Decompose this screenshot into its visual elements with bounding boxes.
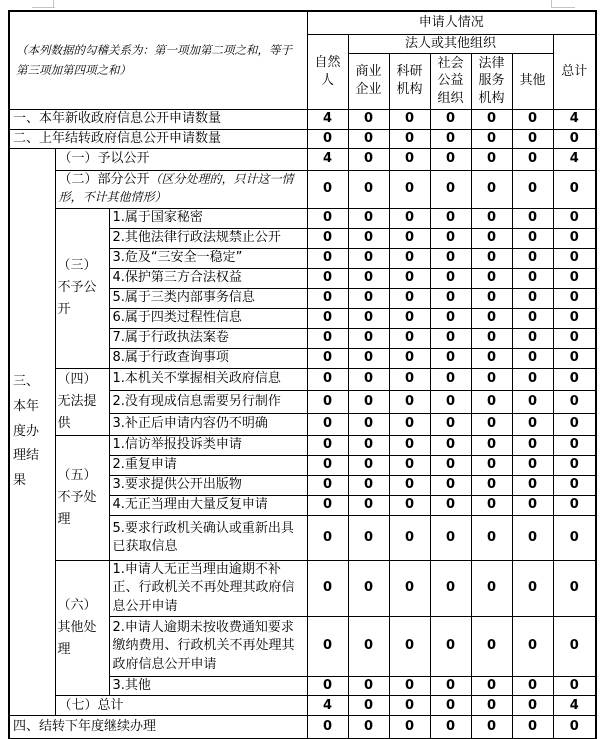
value-cell: 0	[348, 228, 389, 248]
value-cell: 0	[512, 515, 553, 560]
value-cell: 0	[348, 170, 389, 208]
value-cell: 0	[512, 288, 553, 308]
row-label: 一、本年新收政府信息公开申请数量	[9, 109, 307, 129]
value-cell: 0	[389, 148, 430, 170]
value-cell: 0	[307, 368, 348, 390]
value-cell: 0	[389, 560, 430, 616]
value-cell: 0	[348, 148, 389, 170]
value-cell: 0	[348, 129, 389, 148]
value-cell: 0	[307, 616, 348, 676]
value-cell: 0	[471, 288, 512, 308]
value-cell: 0	[430, 455, 471, 475]
value-cell: 0	[348, 288, 389, 308]
value-cell: 0	[430, 475, 471, 495]
header-applicant: 申请人情况	[307, 11, 596, 34]
value-cell: 0	[512, 148, 553, 170]
item-label: 7.属于行政执法案卷	[109, 328, 307, 348]
value-cell: 0	[307, 676, 348, 695]
value-cell: 0	[307, 208, 348, 228]
value-cell: 0	[512, 328, 553, 348]
value-cell: 0	[471, 109, 512, 129]
value-cell: 0	[430, 435, 471, 455]
value-cell: 4	[307, 148, 348, 170]
item-label: 1.信访举报投诉类申请	[109, 435, 307, 455]
value-cell: 0	[471, 391, 512, 413]
item-label: 1.属于国家秘密	[109, 208, 307, 228]
group-label: （六）其他处理	[55, 560, 109, 695]
group-label: （一）予以公开	[55, 148, 307, 170]
value-cell: 0	[553, 248, 596, 268]
value-cell: 0	[553, 268, 596, 288]
value-cell: 0	[389, 328, 430, 348]
value-cell: 0	[512, 616, 553, 676]
value-cell: 0	[307, 435, 348, 455]
item-label: 1.申请人无正当理由逾期不补正、行政机关不再处理其政府信息公开申请	[109, 560, 307, 616]
section-label: 三、本年度办理结果	[9, 148, 55, 715]
value-cell: 0	[471, 616, 512, 676]
value-cell: 0	[307, 129, 348, 148]
group-label: （七）总计	[55, 696, 307, 716]
value-cell: 0	[348, 716, 389, 739]
value-cell: 0	[430, 515, 471, 560]
value-cell: 0	[307, 475, 348, 495]
value-cell: 0	[430, 676, 471, 695]
value-cell: 0	[430, 109, 471, 129]
value-cell: 4	[307, 109, 348, 129]
item-label: 5.要求行政机关确认或重新出具已获取信息	[109, 515, 307, 560]
value-cell: 0	[348, 475, 389, 495]
value-cell: 0	[512, 109, 553, 129]
value-cell: 0	[348, 495, 389, 515]
value-cell: 0	[553, 308, 596, 328]
value-cell: 0	[307, 455, 348, 475]
value-cell: 0	[307, 560, 348, 616]
value-cell: 0	[307, 170, 348, 208]
value-cell: 0	[512, 308, 553, 328]
value-cell: 0	[553, 368, 596, 390]
value-cell: 0	[512, 413, 553, 435]
value-cell: 0	[430, 413, 471, 435]
value-cell: 0	[307, 495, 348, 515]
value-cell: 0	[512, 475, 553, 495]
value-cell: 0	[430, 560, 471, 616]
value-cell: 0	[430, 368, 471, 390]
header-org-type: 商业企业	[348, 53, 389, 109]
value-cell: 0	[512, 455, 553, 475]
value-cell: 0	[307, 288, 348, 308]
group-label	[55, 170, 307, 208]
value-cell: 0	[430, 248, 471, 268]
group-label: （四）无法提供	[55, 368, 109, 435]
item-label: 6.属于四类过程性信息	[109, 308, 307, 328]
value-cell: 0	[512, 208, 553, 228]
group-label: （五）不予处理	[55, 435, 109, 560]
value-cell: 0	[389, 170, 430, 208]
value-cell: 0	[430, 308, 471, 328]
value-cell: 0	[307, 268, 348, 288]
value-cell: 0	[471, 560, 512, 616]
row-label: 二、上年结转政府信息公开申请数量	[9, 129, 307, 148]
value-cell: 0	[389, 515, 430, 560]
value-cell: 0	[348, 560, 389, 616]
value-cell: 0	[471, 348, 512, 368]
value-cell: 0	[471, 170, 512, 208]
value-cell: 0	[348, 391, 389, 413]
value-cell: 0	[430, 348, 471, 368]
value-cell: 0	[430, 228, 471, 248]
value-cell: 0	[512, 391, 553, 413]
value-cell: 0	[348, 696, 389, 716]
value-cell: 0	[430, 129, 471, 148]
value-cell: 0	[348, 616, 389, 676]
gridline-artifact	[32, 7, 55, 8]
value-cell: 0	[430, 716, 471, 739]
value-cell: 0	[430, 170, 471, 208]
value-cell: 0	[307, 308, 348, 328]
value-cell: 0	[389, 455, 430, 475]
item-label: 2.没有现成信息需要另行制作	[109, 391, 307, 413]
value-cell: 0	[389, 109, 430, 129]
value-cell: 0	[471, 435, 512, 455]
group-label: （三）不予公开	[55, 208, 109, 368]
value-cell: 0	[553, 129, 596, 148]
item-label: 1.本机关不掌握相关政府信息	[109, 368, 307, 390]
value-cell: 0	[430, 616, 471, 676]
value-cell: 0	[348, 368, 389, 390]
value-cell: 0	[471, 676, 512, 695]
value-cell: 0	[389, 129, 430, 148]
value-cell: 0	[389, 391, 430, 413]
value-cell: 0	[512, 716, 553, 739]
value-cell: 0	[512, 170, 553, 208]
value-cell: 0	[348, 328, 389, 348]
value-cell: 0	[553, 616, 596, 676]
value-cell: 0	[471, 248, 512, 268]
value-cell: 0	[553, 676, 596, 695]
value-cell: 0	[471, 515, 512, 560]
value-cell: 0	[348, 348, 389, 368]
value-cell: 0	[512, 676, 553, 695]
value-cell: 0	[471, 368, 512, 390]
value-cell: 0	[389, 368, 430, 390]
value-cell: 0	[471, 308, 512, 328]
value-cell: 0	[553, 328, 596, 348]
item-label: 3.要求提供公开出版物	[109, 475, 307, 495]
value-cell: 0	[512, 268, 553, 288]
value-cell: 0	[553, 515, 596, 560]
item-label: 3.补正后申请内容仍不明确	[109, 413, 307, 435]
row-label: 四、结转下年度继续办理	[9, 716, 307, 739]
group-label-text: （二）部分公开	[58, 172, 150, 187]
value-cell: 0	[430, 268, 471, 288]
value-cell: 0	[471, 268, 512, 288]
value-cell: 0	[348, 435, 389, 455]
value-cell: 0	[553, 716, 596, 739]
value-cell: 0	[512, 348, 553, 368]
value-cell: 0	[389, 288, 430, 308]
group-label-note: （区分处理的，只计这一情形，不计其他情形）	[58, 172, 294, 205]
header-legal-org: 法人或其他组织	[348, 34, 553, 53]
value-cell: 0	[389, 495, 430, 515]
value-cell: 4	[553, 148, 596, 170]
value-cell: 0	[471, 228, 512, 248]
value-cell: 0	[471, 413, 512, 435]
value-cell: 0	[553, 348, 596, 368]
value-cell: 4	[553, 109, 596, 129]
value-cell: 0	[348, 109, 389, 129]
header-natural-person: 自然人	[307, 34, 348, 109]
value-cell: 0	[553, 495, 596, 515]
value-cell: 0	[307, 328, 348, 348]
value-cell: 0	[471, 148, 512, 170]
value-cell: 0	[553, 170, 596, 208]
value-cell: 0	[348, 268, 389, 288]
value-cell: 0	[348, 676, 389, 695]
value-cell: 0	[389, 716, 430, 739]
value-cell: 0	[471, 455, 512, 475]
value-cell: 0	[512, 248, 553, 268]
value-cell: 0	[553, 455, 596, 475]
value-cell: 0	[430, 208, 471, 228]
value-cell: 0	[471, 475, 512, 495]
value-cell: 0	[307, 228, 348, 248]
value-cell: 0	[307, 515, 348, 560]
item-label: 3.其他	[109, 676, 307, 695]
value-cell: 0	[512, 368, 553, 390]
value-cell: 0	[389, 413, 430, 435]
value-cell: 0	[389, 435, 430, 455]
value-cell: 0	[348, 208, 389, 228]
value-cell: 0	[389, 208, 430, 228]
header-org-type: 社会公益组织	[430, 53, 471, 109]
gridline-artifact	[551, 7, 575, 8]
value-cell: 0	[430, 148, 471, 170]
value-cell: 0	[307, 391, 348, 413]
value-cell: 0	[471, 696, 512, 716]
value-cell: 0	[471, 129, 512, 148]
item-label: 3.危及“三安全一稳定”	[109, 248, 307, 268]
note-cell: （本列数据的勾稽关系为：第一项加第二项之和，等于第三项加第四项之和）	[9, 11, 307, 109]
value-cell: 0	[389, 616, 430, 676]
header-total: 总计	[553, 34, 596, 109]
value-cell: 0	[348, 455, 389, 475]
item-label: 2.申请人逾期未按收费通知要求缴纳费用、行政机关不再处理其政府信息公开申请	[109, 616, 307, 676]
value-cell: 0	[389, 308, 430, 328]
item-label: 4.无正当理由大量反复申请	[109, 495, 307, 515]
value-cell: 0	[512, 560, 553, 616]
value-cell: 0	[307, 348, 348, 368]
header-org-type: 法律服务机构	[471, 53, 512, 109]
value-cell: 0	[389, 268, 430, 288]
value-cell: 0	[389, 228, 430, 248]
value-cell: 0	[389, 348, 430, 368]
value-cell: 0	[512, 495, 553, 515]
value-cell: 0	[471, 716, 512, 739]
header-org-type: 其他	[512, 53, 553, 109]
value-cell: 0	[512, 228, 553, 248]
value-cell: 0	[430, 495, 471, 515]
value-cell: 0	[471, 208, 512, 228]
gridline-artifact	[53, 0, 54, 8]
value-cell: 0	[471, 495, 512, 515]
value-cell: 0	[553, 475, 596, 495]
value-cell: 0	[348, 413, 389, 435]
value-cell: 0	[430, 328, 471, 348]
value-cell: 0	[553, 560, 596, 616]
item-label: 5.属于三类内部事务信息	[109, 288, 307, 308]
value-cell: 0	[430, 391, 471, 413]
value-cell: 0	[553, 288, 596, 308]
item-label: 2.重复申请	[109, 455, 307, 475]
value-cell: 0	[553, 208, 596, 228]
value-cell: 0	[553, 435, 596, 455]
value-cell: 0	[307, 248, 348, 268]
value-cell: 0	[553, 413, 596, 435]
value-cell: 0	[348, 308, 389, 328]
value-cell: 0	[553, 391, 596, 413]
item-label: 2.其他法律行政法规禁止公开	[109, 228, 307, 248]
item-label: 8.属于行政查询事项	[109, 348, 307, 368]
gov-info-disclosure-table	[8, 10, 597, 739]
value-cell: 0	[553, 228, 596, 248]
value-cell: 0	[389, 696, 430, 716]
value-cell: 0	[389, 248, 430, 268]
value-cell: 0	[430, 288, 471, 308]
value-cell: 4	[553, 696, 596, 716]
header-org-type: 科研机构	[389, 53, 430, 109]
value-cell: 0	[512, 435, 553, 455]
value-cell: 0	[348, 248, 389, 268]
value-cell: 0	[471, 328, 512, 348]
value-cell: 0	[389, 475, 430, 495]
value-cell: 0	[512, 696, 553, 716]
value-cell: 0	[430, 696, 471, 716]
item-label: 4.保护第三方合法权益	[109, 268, 307, 288]
value-cell: 0	[389, 676, 430, 695]
value-cell: 4	[307, 696, 348, 716]
value-cell: 0	[307, 413, 348, 435]
value-cell: 0	[307, 716, 348, 739]
value-cell: 0	[348, 515, 389, 560]
value-cell: 0	[512, 129, 553, 148]
